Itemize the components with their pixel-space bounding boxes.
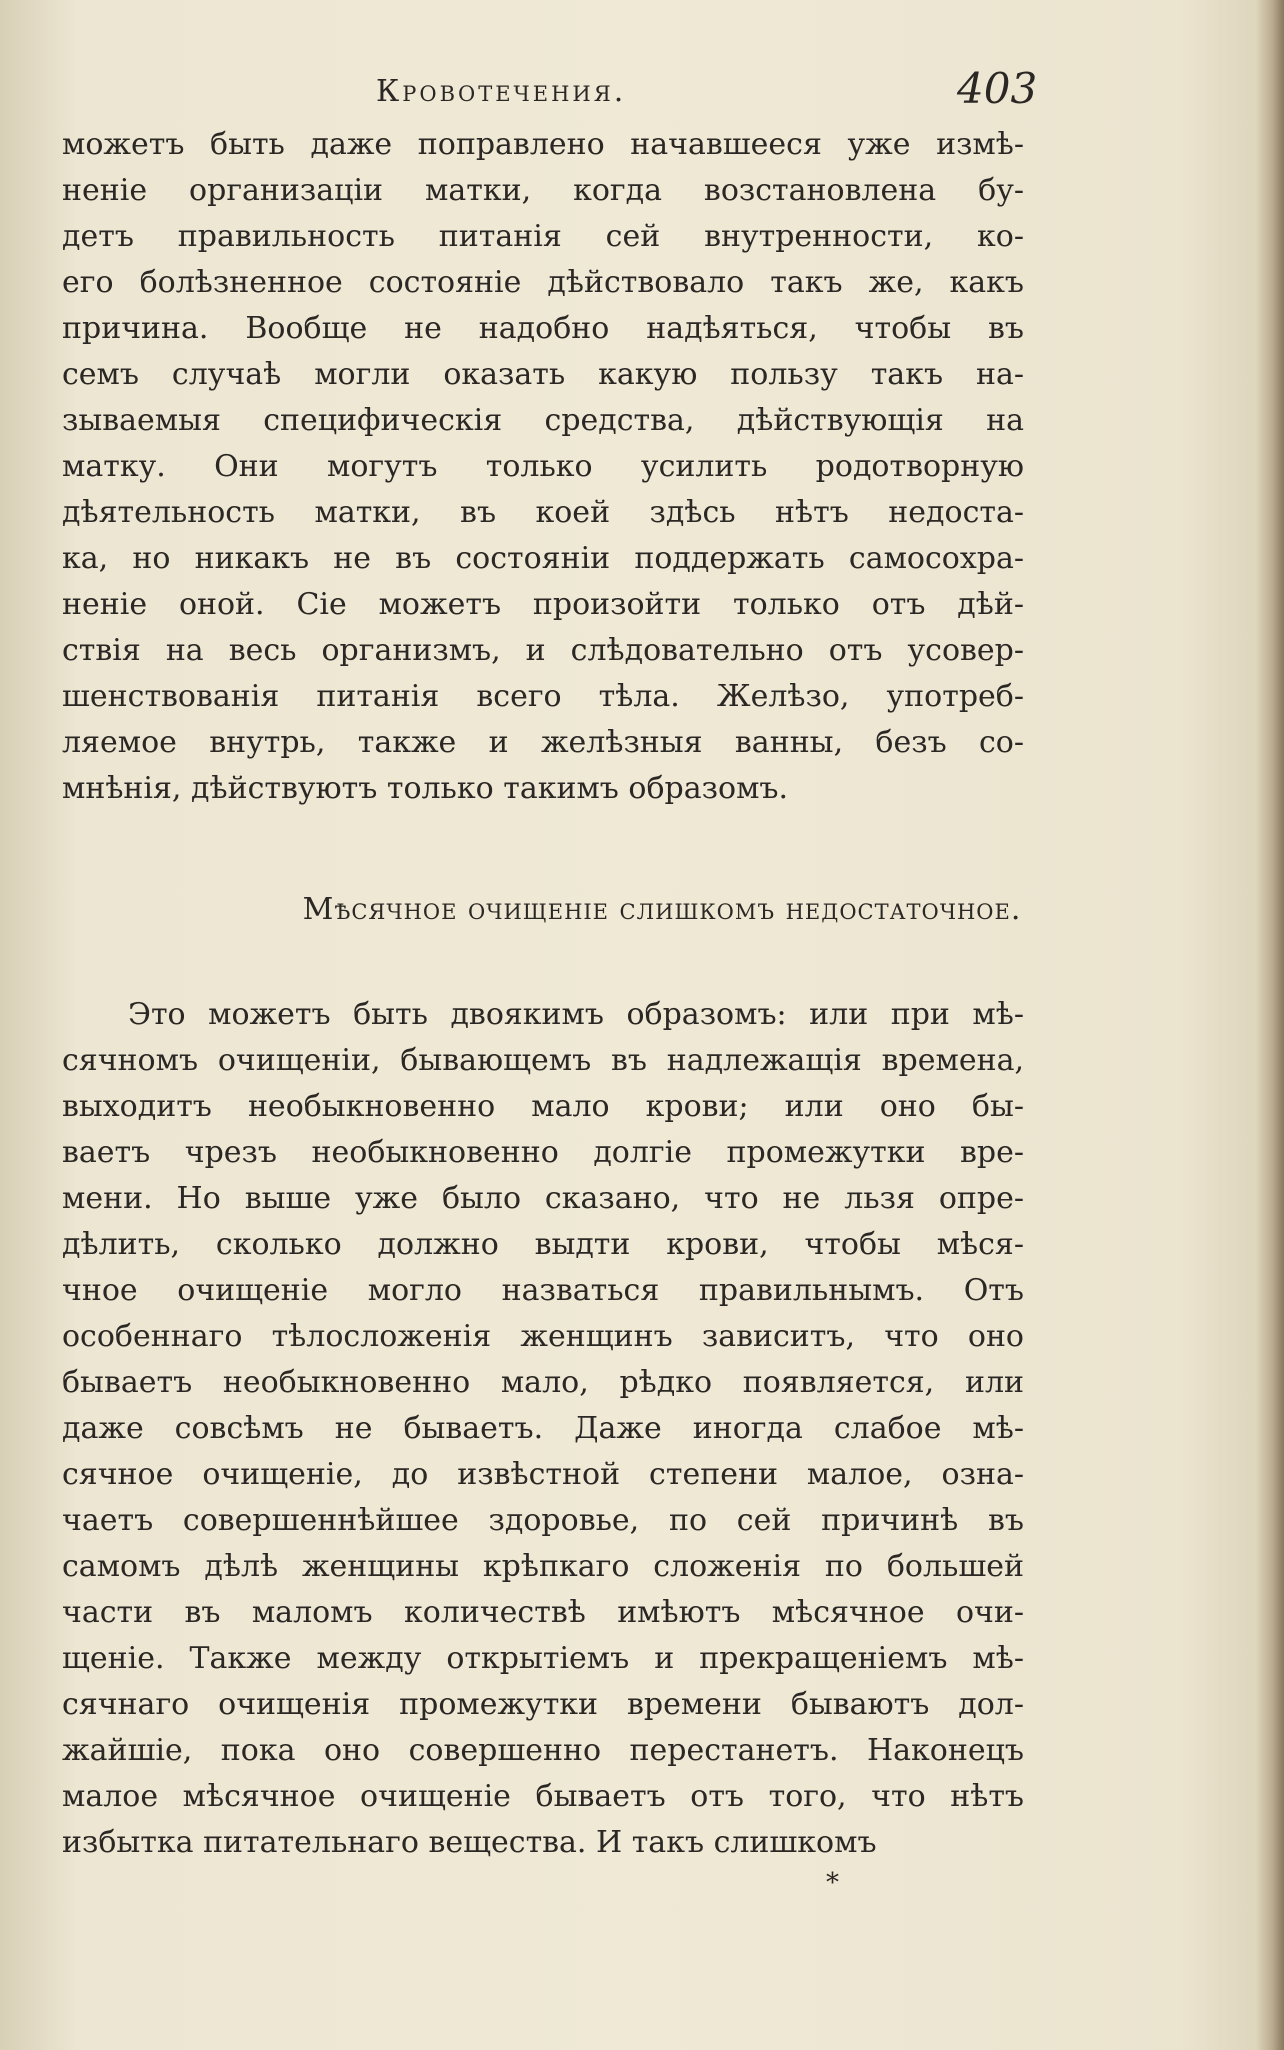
text-line: ляемое внутрь, также и желѣзныя ванны, безъ со- bbox=[62, 725, 1024, 760]
text-line: его болѣзненное состояніе дѣйствовало такъ же, какъ bbox=[62, 265, 1024, 300]
text-line: мени. Но выше уже было сказано, что не льзя опре- bbox=[62, 1181, 1024, 1216]
text-line: части въ маломъ количествѣ имѣютъ мѣсячное очи- bbox=[62, 1595, 1024, 1630]
text-line: причина. Вообще не надобно надѣяться, чтобы въ bbox=[62, 311, 1024, 346]
text-line: самомъ дѣлѣ женщины крѣпкаго сложенія по большей bbox=[62, 1549, 1024, 1584]
text-line: чное очищеніе могло назваться правильнымъ. Отъ bbox=[62, 1273, 1024, 1308]
text-line: шенствованія питанія всего тѣла. Желѣзо, употреб- bbox=[62, 679, 1024, 714]
text-line: особеннаго тѣлосложенія женщинъ зависитъ, что оно bbox=[62, 1319, 1024, 1354]
paragraph-2 bbox=[62, 992, 1024, 1866]
text-line: сячномъ очищеніи, бывающемъ въ надлежащія времена, bbox=[62, 1043, 1024, 1078]
paragraph-1 bbox=[62, 122, 1024, 812]
text-line: неніе организаціи матки, когда возстановлена бу- bbox=[62, 173, 1024, 208]
running-header bbox=[0, 62, 1284, 122]
text-line: дѣлить, сколько должно выдти крови, чтобы мѣся- bbox=[62, 1227, 1024, 1262]
running-title: Кровотечения. bbox=[376, 74, 627, 109]
text-line: можетъ быть даже поправлено начавшееся уже измѣ- bbox=[62, 127, 1024, 162]
text-line: щеніе. Также между открытіемъ и прекращеніемъ мѣ- bbox=[62, 1641, 1024, 1676]
text-line: ваетъ чрезъ необыкновенно долгіе промежутки вре- bbox=[62, 1135, 1024, 1170]
text-line: зываемыя специфическія средства, дѣйствующія на bbox=[62, 403, 1024, 438]
text-line: жайшіе, пока оно совершенно перестанетъ. Наконецъ bbox=[62, 1733, 1024, 1768]
page-number: 403 bbox=[957, 64, 1038, 113]
text-line: бываетъ необыкновенно мало, рѣдко появляется, или bbox=[62, 1365, 1024, 1400]
text-line: выходитъ необыкновенно мало крови; или оно бы- bbox=[62, 1089, 1024, 1124]
text-line: дѣятельность матки, въ коей здѣсь нѣтъ недоста- bbox=[62, 495, 1024, 530]
text-line: детъ правильность питанія сей внутренности, ко- bbox=[62, 219, 1024, 254]
text-line: матку. Они могутъ только усилить родотворную bbox=[62, 449, 1024, 484]
text-line: чаетъ совершеннѣйшее здоровье, по сей причинѣ въ bbox=[62, 1503, 1024, 1538]
text-line: Это можетъ быть двоякимъ образомъ: или при мѣ- bbox=[128, 997, 1024, 1032]
page-edge-shadow bbox=[1256, 0, 1284, 2050]
text-line: семъ случаѣ могли оказать какую пользу такъ на- bbox=[62, 357, 1024, 392]
text-line: сячное очищеніе, до извѣстной степени малое, озна- bbox=[62, 1457, 1024, 1492]
text-line: малое мѣсячное очищеніе бываетъ отъ того, что нѣтъ bbox=[62, 1779, 1024, 1814]
section-heading: Мѣсячное очищеніе слишкомъ недостаточное. bbox=[302, 892, 1022, 927]
text-line: избытка питательнаго вещества. И такъ слишкомъ bbox=[62, 1825, 877, 1860]
text-line: сячнаго очищенія промежутки времени бываютъ дол- bbox=[62, 1687, 1024, 1722]
signature-mark: * bbox=[826, 1868, 839, 1898]
text-line: даже совсѣмъ не бываетъ. Даже иногда слабое мѣ- bbox=[62, 1411, 1024, 1446]
text-line: ствія на весь организмъ, и слѣдовательно отъ усовер- bbox=[62, 633, 1024, 668]
text-line: неніе оной. Сіе можетъ произойти только отъ дѣй- bbox=[62, 587, 1024, 622]
text-line: ка, но никакъ не въ состояніи поддержать самосохра- bbox=[62, 541, 1024, 576]
text-line: мнѣнія, дѣйствуютъ только такимъ образомъ. bbox=[62, 771, 789, 806]
